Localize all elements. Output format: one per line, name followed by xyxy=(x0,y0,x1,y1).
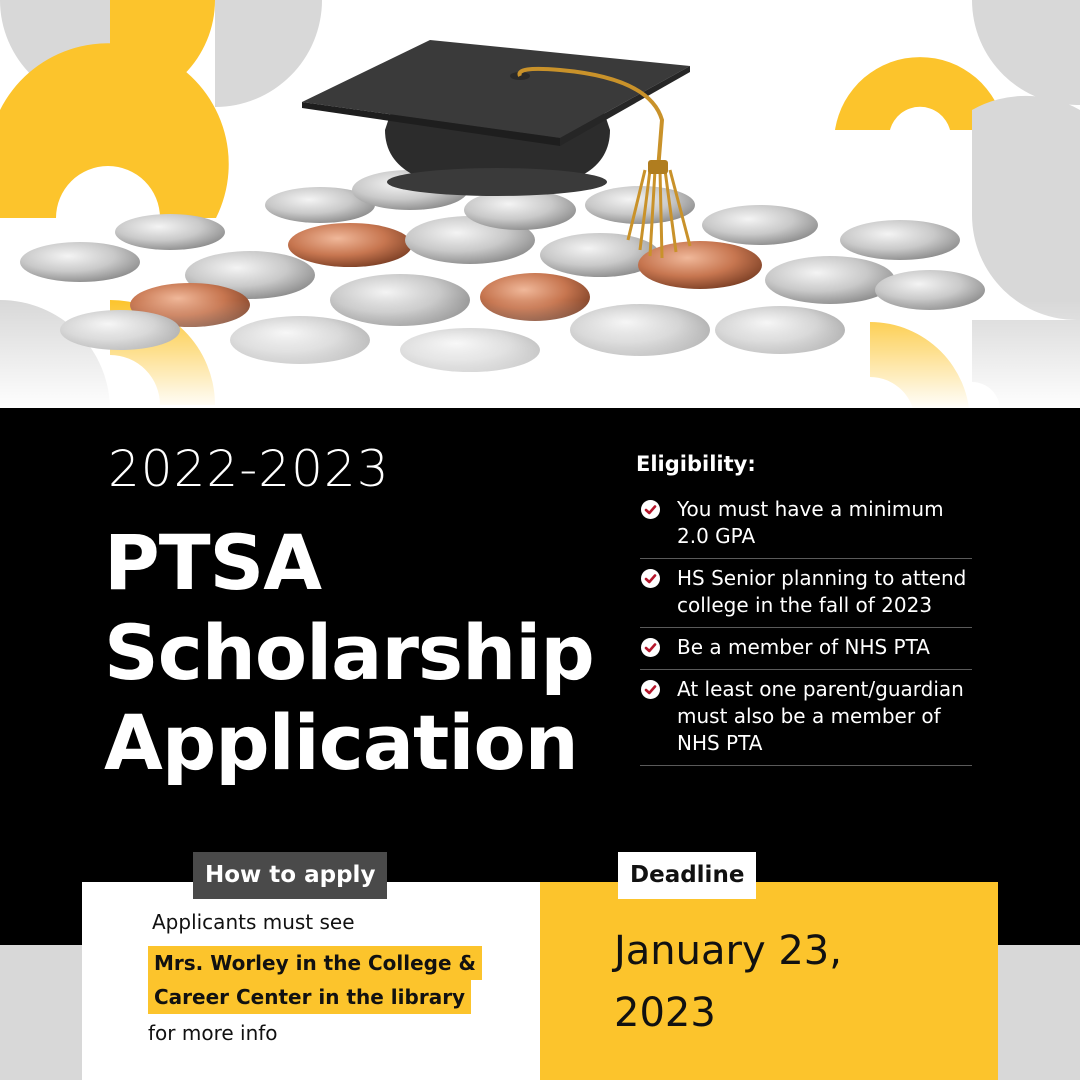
eligibility-item xyxy=(640,559,972,628)
eligibility-item xyxy=(640,670,972,766)
title-line: Scholarship xyxy=(104,608,594,697)
eligibility-heading: Eligibility: xyxy=(636,452,756,476)
eligibility-item xyxy=(640,490,972,559)
program-year: 2022-2023 xyxy=(108,440,390,498)
check-circle-icon xyxy=(641,680,660,699)
title-line: Application xyxy=(104,698,578,787)
apply-instruction: Applicants must see xyxy=(152,910,355,934)
check-circle-icon xyxy=(641,638,660,657)
how-to-apply-label: How to apply xyxy=(193,852,387,899)
check-circle-icon xyxy=(641,500,660,519)
apply-contact-highlight: Mrs. Worley in the College & xyxy=(148,946,482,980)
graduation-cap-coins-illustration xyxy=(0,0,1080,410)
apply-more-info: for more info xyxy=(148,1021,278,1045)
apply-contact-highlight: Career Center in the library xyxy=(148,980,471,1014)
title-line: PTSA xyxy=(104,518,322,607)
eligibility-text: You must have a minimum 2.0 GPA xyxy=(677,497,944,548)
eligibility-item xyxy=(640,628,972,670)
eligibility-text: Be a member of NHS PTA xyxy=(677,635,930,659)
decorative-block-left xyxy=(0,945,82,1080)
eligibility-list xyxy=(640,490,972,766)
check-circle-icon xyxy=(641,569,660,588)
eligibility-text: HS Senior planning to attend college in the fall of 2023 xyxy=(677,566,967,617)
deadline-label: Deadline xyxy=(618,852,756,899)
deadline-date-line: January 23, xyxy=(614,928,842,974)
eligibility-text: At least one parent/guardian must also be a member of NHS PTA xyxy=(677,677,964,755)
page-title xyxy=(104,518,594,788)
hero-image xyxy=(0,0,1080,410)
deadline-date xyxy=(614,920,974,1044)
deadline-date-line: 2023 xyxy=(614,990,716,1036)
decorative-block-right xyxy=(998,945,1080,1080)
